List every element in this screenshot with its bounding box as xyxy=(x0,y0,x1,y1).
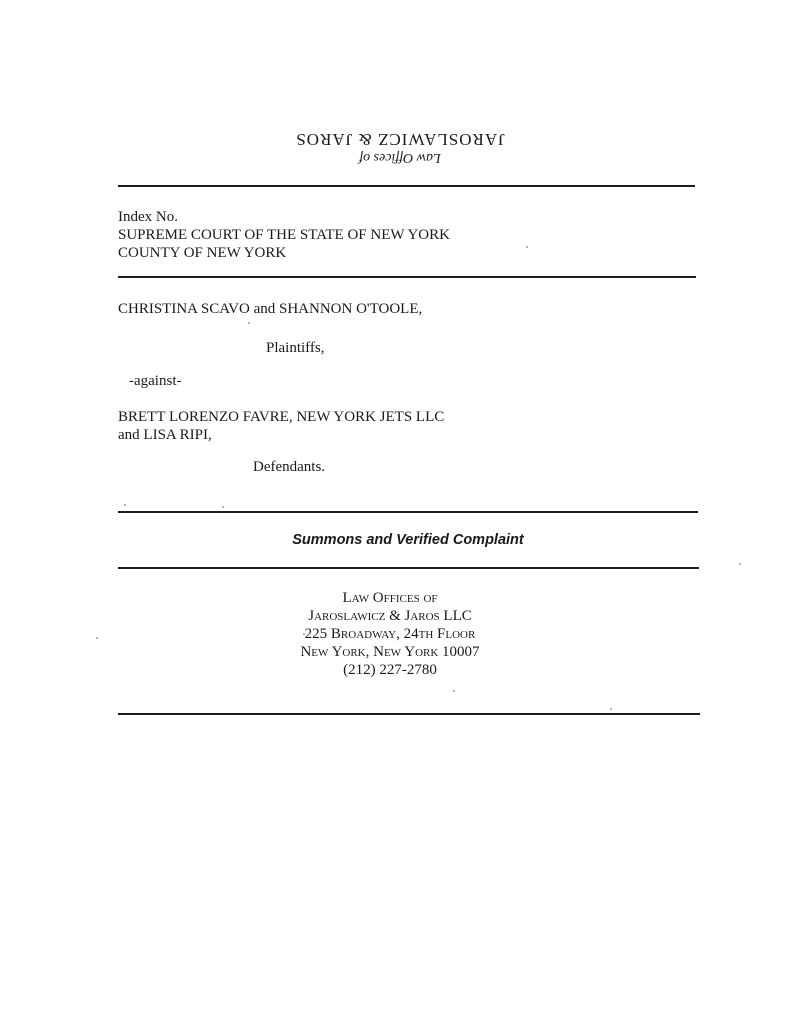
index-number-label: Index No. xyxy=(118,209,178,225)
firm-line-city: New York, New York 10007 xyxy=(300,644,480,660)
plaintiffs-names: CHRISTINA SCAVO and SHANNON O'TOOLE, xyxy=(118,301,423,317)
county-name: COUNTY OF NEW YORK xyxy=(118,245,287,261)
scan-speck xyxy=(96,637,98,639)
firm-phone: (212) 227-2780 xyxy=(343,662,437,678)
scan-speck xyxy=(526,246,528,248)
court-name: SUPREME COURT OF THE STATE OF NEW YORK xyxy=(118,227,450,243)
upside-down-law-offices: Law Offices of xyxy=(359,150,441,165)
defendants-names-line-1: BRETT LORENZO FAVRE, NEW YORK JETS LLC xyxy=(118,409,445,425)
scan-speck xyxy=(124,504,126,506)
firm-line-law-offices: Law Offices of xyxy=(342,590,438,606)
divider-rule xyxy=(118,276,696,278)
scan-speck xyxy=(248,322,250,324)
divider-rule xyxy=(118,511,698,513)
defendants-names-line-2: and LISA RIPI, xyxy=(118,427,212,443)
scan-speck xyxy=(610,708,612,710)
divider-rule xyxy=(118,185,695,187)
law-firm-block xyxy=(0,589,780,679)
divider-rule xyxy=(118,567,699,569)
divider-rule xyxy=(118,713,700,715)
firm-line-name: Jaroslawicz & Jaros LLC xyxy=(308,608,472,624)
against-label: -against- xyxy=(129,373,182,389)
scan-speck xyxy=(222,506,224,508)
defendants-label: Defendants. xyxy=(253,459,326,475)
scan-speck xyxy=(303,633,305,635)
plaintiffs-label: Plaintiffs, xyxy=(266,340,325,356)
document-title: Summons and Verified Complaint xyxy=(292,532,524,548)
scan-speck xyxy=(739,563,741,565)
firm-line-street: 225 Broadway, 24th Floor xyxy=(304,626,476,642)
upside-down-firm-name: JAROSLAWICZ & JAROS xyxy=(295,130,505,149)
scan-speck xyxy=(453,690,455,692)
